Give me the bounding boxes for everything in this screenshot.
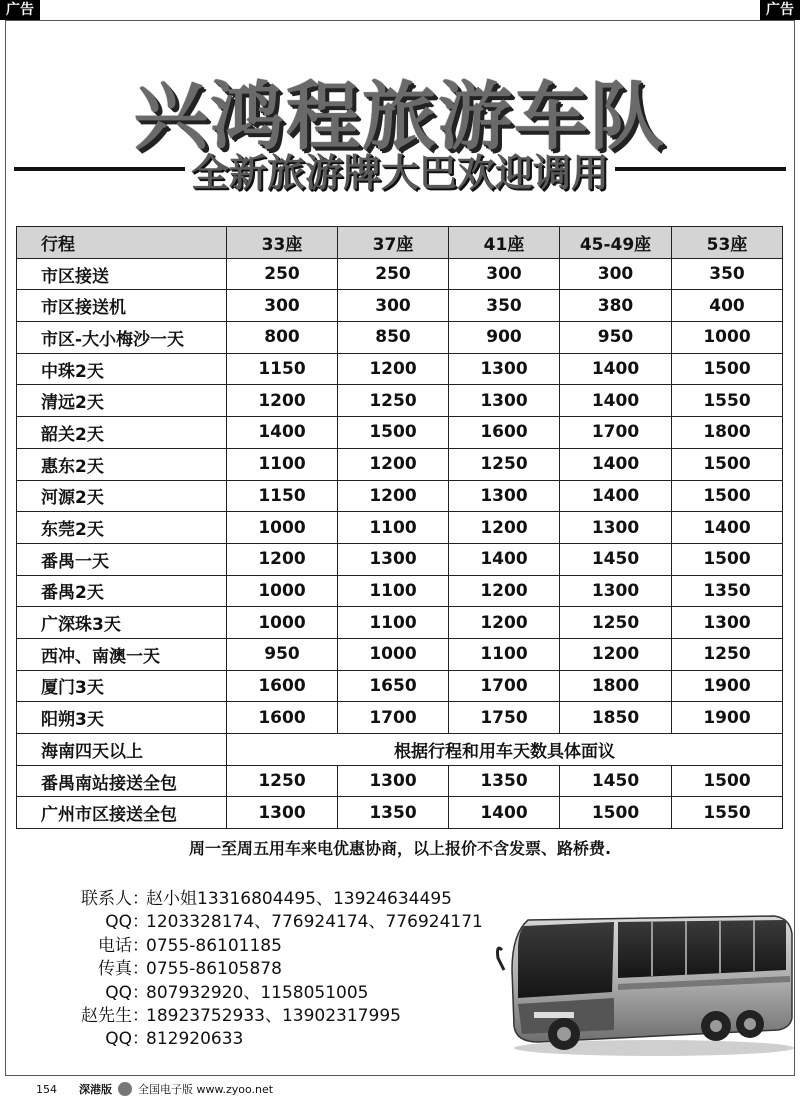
price-cell: 1400 bbox=[672, 512, 783, 544]
contact-row bbox=[50, 958, 510, 981]
table-row bbox=[17, 512, 783, 544]
route-cell: 番禺2天 bbox=[17, 575, 227, 607]
price-cell: 1400 bbox=[227, 417, 338, 449]
divider-right bbox=[615, 167, 786, 171]
price-cell: 1400 bbox=[449, 797, 560, 829]
contact-separator: ： bbox=[132, 982, 149, 1003]
price-cell: 1150 bbox=[227, 480, 338, 512]
contact-separator: ： bbox=[132, 889, 149, 909]
contact-value: 1203328174、776924174、776924171 bbox=[146, 912, 483, 933]
table-body bbox=[17, 258, 783, 828]
price-cell: 1750 bbox=[449, 702, 560, 734]
price-cell: 400 bbox=[672, 290, 783, 322]
price-cell: 1700 bbox=[449, 670, 560, 702]
price-cell: 950 bbox=[560, 322, 672, 354]
price-cell: 1800 bbox=[560, 670, 672, 702]
contact-value: 0755-86101185 bbox=[146, 935, 282, 956]
route-cell: 东莞2天 bbox=[17, 512, 227, 544]
price-cell: 1350 bbox=[672, 575, 783, 607]
price-cell: 1100 bbox=[338, 512, 449, 544]
contact-label: QQ bbox=[105, 1029, 132, 1050]
price-cell: 1700 bbox=[338, 702, 449, 734]
price-cell: 1500 bbox=[672, 353, 783, 385]
table-row bbox=[17, 765, 783, 797]
price-cell: 1450 bbox=[560, 765, 672, 797]
table-row bbox=[17, 734, 783, 766]
page-footer bbox=[36, 1080, 273, 1098]
price-cell: 1600 bbox=[227, 702, 338, 734]
price-cell: 1400 bbox=[560, 353, 672, 385]
price-cell: 1200 bbox=[449, 512, 560, 544]
contact-separator: ： bbox=[132, 935, 149, 956]
website-text: 全国电子版 www.zyoo.net bbox=[138, 1083, 274, 1096]
contact-list bbox=[50, 888, 510, 1052]
price-cell: 1200 bbox=[560, 638, 672, 670]
route-cell: 市区接送 bbox=[17, 258, 227, 290]
publisher-logo-icon bbox=[118, 1082, 132, 1096]
price-cell: 1550 bbox=[672, 385, 783, 417]
route-cell: 阳朔3天 bbox=[17, 702, 227, 734]
price-cell: 1600 bbox=[227, 670, 338, 702]
price-cell: 1300 bbox=[560, 575, 672, 607]
route-cell: 清远2天 bbox=[17, 385, 227, 417]
route-cell: 市区-大小梅沙一天 bbox=[17, 322, 227, 354]
price-cell: 850 bbox=[338, 322, 449, 354]
page-number: 154 bbox=[36, 1082, 57, 1096]
price-cell: 380 bbox=[560, 290, 672, 322]
price-cell: 1300 bbox=[449, 385, 560, 417]
table-row bbox=[17, 353, 783, 385]
contact-row bbox=[50, 1028, 510, 1051]
price-cell: 300 bbox=[449, 258, 560, 290]
contact-label: 联系人 bbox=[81, 889, 132, 909]
price-cell: 1600 bbox=[449, 417, 560, 449]
price-cell: 250 bbox=[227, 258, 338, 290]
table-row bbox=[17, 322, 783, 354]
price-cell: 1000 bbox=[672, 322, 783, 354]
price-cell: 1000 bbox=[227, 607, 338, 639]
route-cell: 西冲、南澳一天 bbox=[17, 638, 227, 670]
contact-row bbox=[50, 1005, 510, 1028]
route-cell: 中珠2天 bbox=[17, 353, 227, 385]
price-table bbox=[16, 226, 783, 829]
price-cell: 1000 bbox=[227, 575, 338, 607]
price-cell: 1100 bbox=[338, 607, 449, 639]
price-cell: 300 bbox=[560, 258, 672, 290]
page-subtitle: 全新旅游牌大巴欢迎调用 bbox=[191, 149, 610, 195]
subtitle-row bbox=[14, 146, 786, 195]
price-cell: 950 bbox=[227, 638, 338, 670]
price-cell: 1900 bbox=[672, 670, 783, 702]
table-row bbox=[17, 448, 783, 480]
bus-image bbox=[494, 900, 794, 1060]
table-row bbox=[17, 797, 783, 829]
contact-value: 0755-86105878 bbox=[146, 959, 282, 980]
contact-label: 电话 bbox=[98, 935, 132, 956]
price-cell: 1500 bbox=[672, 448, 783, 480]
price-cell: 1300 bbox=[338, 543, 449, 575]
price-cell: 1350 bbox=[338, 797, 449, 829]
price-cell: 1300 bbox=[672, 607, 783, 639]
price-cell: 1500 bbox=[672, 480, 783, 512]
price-cell: 1200 bbox=[338, 448, 449, 480]
price-cell: 1200 bbox=[449, 575, 560, 607]
price-cell: 1450 bbox=[560, 543, 672, 575]
price-cell: 1200 bbox=[338, 480, 449, 512]
price-cell: 1400 bbox=[560, 448, 672, 480]
table-row bbox=[17, 638, 783, 670]
contact-separator: ： bbox=[132, 912, 149, 933]
price-cell: 1400 bbox=[560, 385, 672, 417]
price-cell: 1500 bbox=[560, 797, 672, 829]
price-cell: 1250 bbox=[449, 448, 560, 480]
price-cell: 1250 bbox=[672, 638, 783, 670]
table-row bbox=[17, 702, 783, 734]
price-cell: 1550 bbox=[672, 797, 783, 829]
table-row bbox=[17, 543, 783, 575]
negotiable-note-cell: 根据行程和用车天数具体面议 bbox=[227, 734, 783, 766]
price-cell: 1300 bbox=[338, 765, 449, 797]
price-cell: 1500 bbox=[338, 417, 449, 449]
contact-value: 18923752933、13902317995 bbox=[146, 1005, 401, 1026]
price-cell: 1650 bbox=[338, 670, 449, 702]
table-header-row bbox=[17, 227, 783, 259]
price-cell: 1300 bbox=[227, 797, 338, 829]
price-cell: 1000 bbox=[338, 638, 449, 670]
page-title: 兴鸿程旅游车队 bbox=[134, 74, 666, 160]
contact-label: QQ bbox=[105, 982, 132, 1003]
price-cell: 800 bbox=[227, 322, 338, 354]
table-row bbox=[17, 417, 783, 449]
price-cell: 350 bbox=[449, 290, 560, 322]
price-cell: 300 bbox=[227, 290, 338, 322]
price-cell: 1200 bbox=[338, 353, 449, 385]
price-cell: 1350 bbox=[449, 765, 560, 797]
route-cell: 海南四天以上 bbox=[17, 734, 227, 766]
price-cell: 1100 bbox=[338, 575, 449, 607]
contact-label: QQ bbox=[105, 912, 132, 933]
price-cell: 1300 bbox=[560, 512, 672, 544]
price-cell: 1500 bbox=[672, 765, 783, 797]
price-cell: 1700 bbox=[560, 417, 672, 449]
price-cell: 1850 bbox=[560, 702, 672, 734]
column-header-seats: 53座 bbox=[672, 227, 783, 259]
contact-value: 赵小姐13316804495、13924634495 bbox=[146, 889, 452, 909]
price-cell: 1200 bbox=[227, 543, 338, 575]
table-row bbox=[17, 670, 783, 702]
price-cell: 1100 bbox=[449, 638, 560, 670]
price-cell: 1300 bbox=[449, 353, 560, 385]
price-cell: 1100 bbox=[227, 448, 338, 480]
price-cell: 1300 bbox=[449, 480, 560, 512]
price-cell: 1250 bbox=[338, 385, 449, 417]
route-cell: 韶关2天 bbox=[17, 417, 227, 449]
price-cell: 1400 bbox=[560, 480, 672, 512]
route-cell: 广州市区接送全包 bbox=[17, 797, 227, 829]
price-cell: 1200 bbox=[449, 607, 560, 639]
column-header-seats: 45-49座 bbox=[560, 227, 672, 259]
ad-tag-right: 广告 bbox=[760, 0, 800, 20]
contact-value: 807932920、1158051005 bbox=[146, 982, 369, 1003]
contact-row bbox=[50, 982, 510, 1005]
price-cell: 1800 bbox=[672, 417, 783, 449]
route-cell: 市区接送机 bbox=[17, 290, 227, 322]
price-cell: 300 bbox=[338, 290, 449, 322]
contact-label: 传真 bbox=[98, 959, 132, 980]
route-cell: 厦门3天 bbox=[17, 670, 227, 702]
table-row bbox=[17, 575, 783, 607]
route-cell: 广深珠3天 bbox=[17, 607, 227, 639]
contact-row bbox=[50, 888, 510, 911]
edition-label: 深港版 bbox=[79, 1083, 112, 1096]
contact-separator: ： bbox=[132, 1005, 149, 1026]
price-cell: 1000 bbox=[227, 512, 338, 544]
price-cell: 1400 bbox=[449, 543, 560, 575]
column-header-route: 行程 bbox=[17, 227, 227, 259]
table-row bbox=[17, 480, 783, 512]
divider-left bbox=[14, 167, 185, 171]
price-cell: 1150 bbox=[227, 353, 338, 385]
route-cell: 番禺南站接送全包 bbox=[17, 765, 227, 797]
contact-separator: ： bbox=[132, 959, 149, 980]
price-cell: 1250 bbox=[560, 607, 672, 639]
contact-row bbox=[50, 911, 510, 934]
column-header-seats: 33座 bbox=[227, 227, 338, 259]
price-cell: 1200 bbox=[227, 385, 338, 417]
ad-tag-left: 广告 bbox=[0, 0, 40, 20]
column-header-seats: 37座 bbox=[338, 227, 449, 259]
price-cell: 250 bbox=[338, 258, 449, 290]
table-row bbox=[17, 607, 783, 639]
contact-separator: ： bbox=[132, 1029, 149, 1050]
contact-label: 赵先生 bbox=[81, 1005, 132, 1026]
table-row bbox=[17, 385, 783, 417]
contact-value: 812920633 bbox=[146, 1029, 244, 1050]
contact-row bbox=[50, 935, 510, 958]
price-cell: 1900 bbox=[672, 702, 783, 734]
route-cell: 河源2天 bbox=[17, 480, 227, 512]
pricing-note: 周一至周五用车来电优惠协商，以上报价不含发票、路桥费. bbox=[188, 839, 612, 858]
price-cell: 1250 bbox=[227, 765, 338, 797]
table-row bbox=[17, 258, 783, 290]
route-cell: 惠东2天 bbox=[17, 448, 227, 480]
column-header-seats: 41座 bbox=[449, 227, 560, 259]
route-cell: 番禺一天 bbox=[17, 543, 227, 575]
price-cell: 900 bbox=[449, 322, 560, 354]
price-cell: 350 bbox=[672, 258, 783, 290]
table-row bbox=[17, 290, 783, 322]
price-cell: 1500 bbox=[672, 543, 783, 575]
